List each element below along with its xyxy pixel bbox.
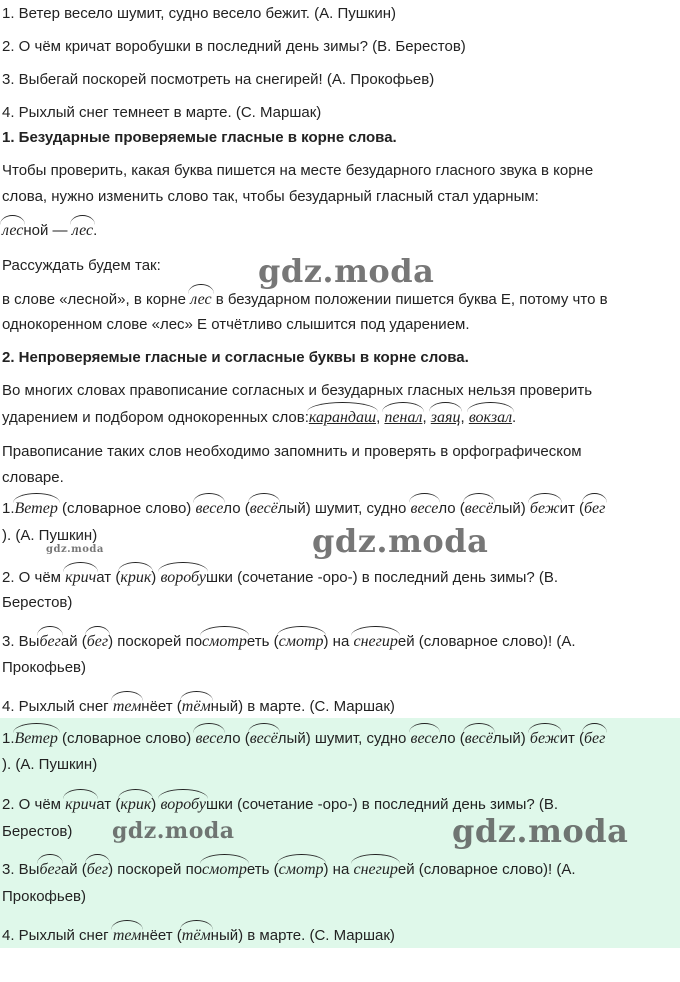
root-word: весе (410, 500, 439, 517)
answer-text: нёет ( (141, 698, 182, 715)
root-word: беж (529, 730, 560, 747)
root-word: смотр (202, 861, 247, 878)
root-word: смотр (278, 861, 324, 878)
answer-text: еть ( (246, 861, 279, 878)
answer2-line4 (2, 926, 395, 946)
rule2-text-line4: словаре. (2, 469, 64, 486)
rule1-example (2, 221, 97, 241)
rule1-text-line1: Чтобы проверить, какая буква пишется на месте безударного гласного звука в корне (2, 162, 594, 179)
answer2-line1 (2, 729, 605, 749)
root-word: воробу (160, 569, 206, 586)
root-word: крик (120, 796, 152, 813)
rule2-title: 2. Непроверяемые гласные и согласные буквы в корне слова. (2, 349, 469, 366)
answer-text: ей (словарное слово)! (А. (397, 861, 576, 878)
root-word: весе (410, 730, 439, 747)
rule2-text-line1: Во многих словах правописание согласных и безударных гласных нельзя проверить (2, 382, 593, 399)
root-word: бег (39, 861, 61, 878)
answer1-line3 (2, 632, 576, 652)
root-word: весё (249, 730, 278, 747)
watermark-small: gdz.moda (46, 544, 104, 555)
answer1-line3-end: Прокофьев) (2, 659, 87, 676)
dictionary-word: заяц (430, 409, 461, 426)
answer1-line2-end: Берестов) (2, 594, 73, 611)
root-word: крич (65, 796, 97, 813)
answer1-line4 (2, 697, 395, 717)
answer-text: лый) шумит, судно (277, 500, 407, 517)
answer-text: (словарное слово) (62, 500, 192, 517)
root-word: весе (195, 500, 224, 517)
answer-text: ) поскорей по (108, 633, 203, 650)
answer-text: шки (сочетание -оро-) в последний день зимы? (В. (205, 569, 559, 586)
answer-text: ) (151, 569, 157, 586)
root-word: воробу (160, 796, 206, 813)
answer-text: ) на (323, 861, 350, 878)
answer-text: ло ( (438, 500, 465, 517)
rule1-reason-line1 (2, 290, 608, 310)
root-word: бег (39, 633, 61, 650)
answer-num: 1. (2, 730, 15, 747)
root-word: весе (195, 730, 224, 747)
dictionary-word: карандаш (308, 409, 377, 426)
dictionary-word: вокзал (468, 409, 513, 426)
answer-text: ло ( (223, 730, 250, 747)
answer-text: ит ( (559, 730, 584, 747)
example-end: . (93, 222, 98, 239)
watermark: gdz.moda (312, 522, 489, 560)
root-word: бег (583, 730, 606, 747)
answer-text: ный) в марте. (С. Маршак) (210, 927, 395, 944)
watermark: gdz.moda (258, 252, 435, 290)
answer-num: 4. Рыхлый снег (2, 927, 109, 944)
answer-num: 3. Вы (2, 633, 40, 650)
sentence-4: 4. Рыхлый снег темнеет в марте. (С. Маршак) (2, 104, 322, 121)
rule2-text-line2: ударением и подбором однокоренных слов:карандаш, пенал, заяц, вокзал. (2, 409, 517, 426)
root-word: тем (112, 927, 142, 944)
answer-text: лый) (492, 500, 526, 517)
root-word: крик (120, 569, 152, 586)
answer-num: 2. О чём (2, 569, 61, 586)
root-word: крич (65, 569, 97, 586)
dictionary-word: пенал (384, 409, 423, 426)
rule1-title: 1. Безударные проверяемые гласные в корне слова. (2, 129, 397, 146)
root-word: лес (71, 222, 94, 239)
answer-text: (словарное слово) (62, 730, 192, 747)
sentence-1: 1. Ветер весело шумит, судно весело бежит. (А. Пушкин) (2, 5, 396, 22)
answer-text: еть ( (246, 633, 279, 650)
root-word: лес (2, 222, 24, 239)
answer1-line2 (2, 568, 558, 588)
answer2-line1-end: ). (А. Пушкин) (2, 756, 98, 773)
root-word: бег (86, 861, 109, 878)
answer-text: нёет ( (141, 927, 182, 944)
answer-text: ло ( (223, 500, 250, 517)
rule1-reason-intro: Рассуждать будем так: (2, 257, 161, 274)
answer-text: ат ( (96, 569, 121, 586)
root-word: снегир (353, 861, 398, 878)
answer-text: ) на (323, 633, 350, 650)
answer-text: лый) шумит, судно (277, 730, 407, 747)
answer-text: ат ( (96, 796, 121, 813)
sentence-3: 3. Выбегай поскорей посмотреть на снегирей! (А. Прокофьев) (2, 71, 435, 88)
rule1-text-line2: слова, нужно изменить слово так, чтобы безударный гласный стал ударным: (2, 188, 539, 205)
root-word: смотр (202, 633, 247, 650)
root-word: бег (86, 633, 109, 650)
root-word: смотр (278, 633, 324, 650)
answer-text: ит ( (559, 500, 584, 517)
watermark: gdz.moda (452, 812, 629, 850)
answer1-line1 (2, 499, 605, 519)
root-word: весё (249, 500, 278, 517)
root-word: тем (112, 698, 142, 715)
sentence-2: 2. О чём кричат воробушки в последний день зимы? (В. Берестов) (2, 38, 466, 55)
root-word: бег (583, 500, 606, 517)
answer-text: лый) (492, 730, 526, 747)
root-word: весё (464, 500, 493, 517)
rule2-text-line3: Правописание таких слов необходимо запомнить и проверять в орфографическом (2, 443, 582, 460)
answer2-line3-end: Прокофьев) (2, 888, 87, 905)
answer-text: ) (151, 796, 157, 813)
root-word: лес (190, 291, 212, 308)
reason-text: в безударном положении пишется буква Е, потому что в (215, 291, 608, 308)
answer-text: ей (словарное слово)! (А. (397, 633, 576, 650)
answer-text: ) поскорей по (108, 861, 203, 878)
answer-text: ный) в марте. (С. Маршак) (210, 698, 395, 715)
rule1-reason-line2: однокоренном слове «лес» Е отчётливо слышится под ударением. (2, 316, 470, 333)
answer-text: ай ( (60, 633, 87, 650)
answer2-line2-end: Берестов) (2, 823, 73, 840)
root-word: тём (181, 698, 211, 715)
answer-num: 3. Вы (2, 861, 40, 878)
answer-text: ай ( (60, 861, 87, 878)
root-word: тём (181, 927, 211, 944)
root-word: беж (529, 500, 560, 517)
reason-text: в слове «лесной», в корне (2, 291, 187, 308)
answer-text: шки (сочетание -оро-) в последний день зимы? (В. (205, 796, 559, 813)
root-word: Ветер (14, 730, 58, 747)
answer1-line1-end: ). (А. Пушкин) (2, 527, 98, 544)
answer-num: 4. Рыхлый снег (2, 698, 109, 715)
root-word: снегир (353, 633, 398, 650)
rule2-text: ударением и подбором однокоренных слов: (2, 409, 309, 426)
answer-text: ло ( (438, 730, 465, 747)
example-suffix: ной — (23, 222, 68, 239)
watermark: gdz.moda (112, 818, 235, 844)
root-word: Ветер (14, 500, 58, 517)
answer2-line3 (2, 860, 576, 880)
root-word: весё (464, 730, 493, 747)
answer-num: 1. (2, 500, 15, 517)
answer-num: 2. О чём (2, 796, 61, 813)
